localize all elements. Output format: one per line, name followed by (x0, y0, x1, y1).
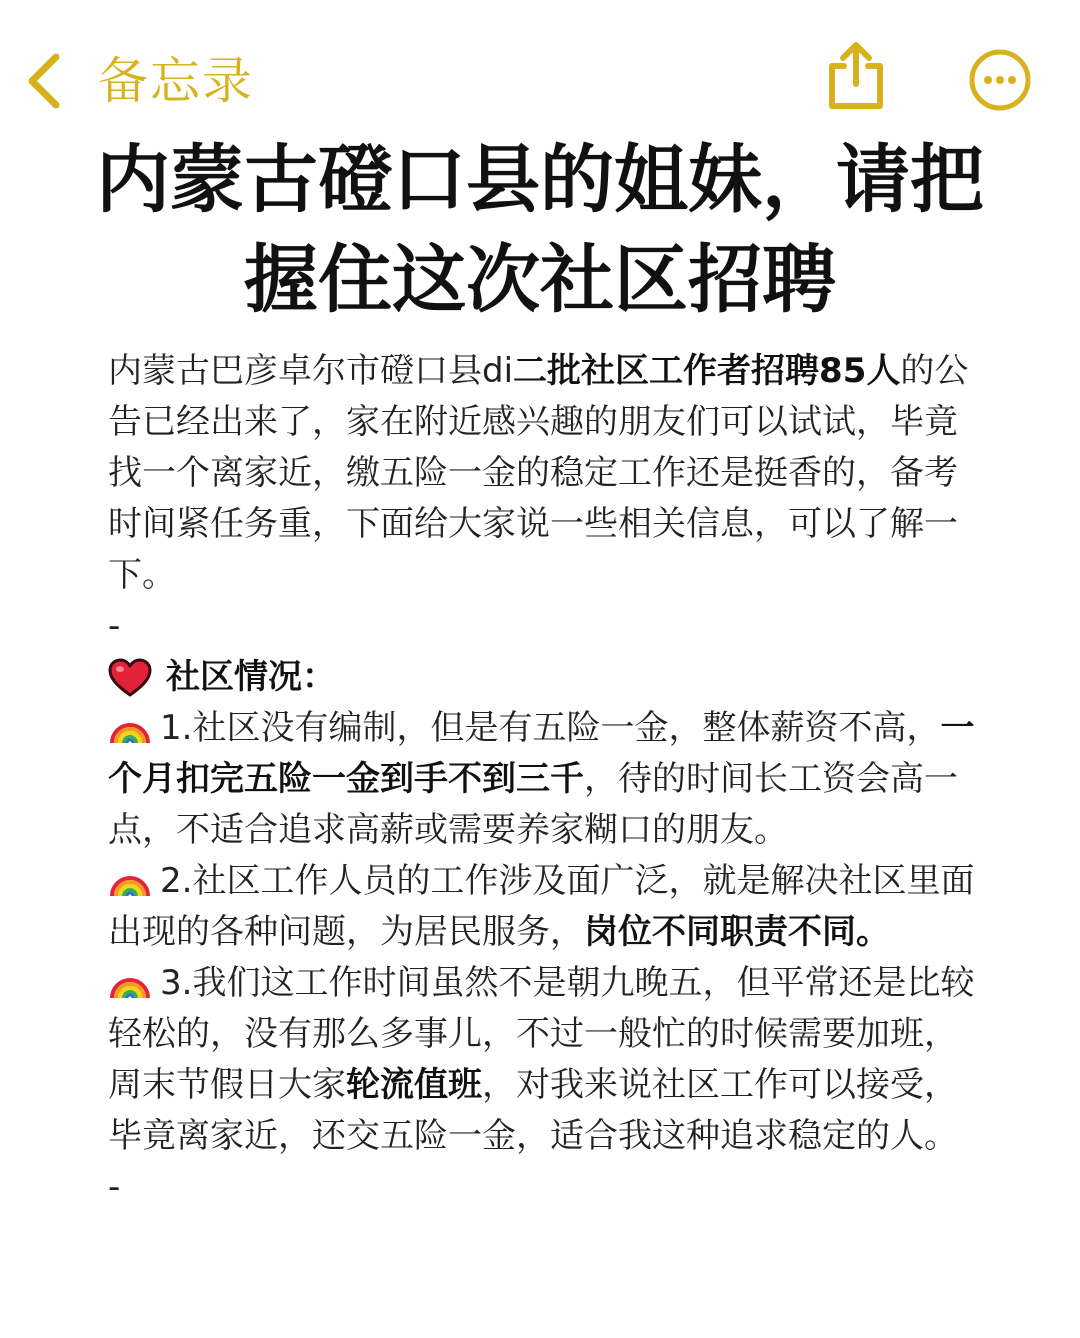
rainbow-icon (108, 960, 152, 1000)
item-1-text-a: 1.社区没有编制，但是有五险一金，整体薪资不高， (160, 708, 941, 748)
item-1-text-bold: 一个月扣完五险一金到手不到三千 (108, 708, 975, 799)
back-label: 备忘录 (98, 52, 254, 110)
rainbow-icon (108, 858, 152, 898)
item-1 (108, 703, 976, 856)
item-2-text-a: 2.社区工作人员的工作涉及面广泛，就是解决社区里面出现的各种问题，为居民服务， (108, 861, 975, 952)
item-2-text-bold: 岗位不同职责不同。 (584, 912, 890, 952)
share-icon (826, 40, 886, 112)
heart-icon (108, 658, 152, 698)
top-bar (0, 0, 1080, 140)
intro-text-a: 内蒙古巴彦卓尔市磴口县di (108, 351, 514, 391)
chevron-left-icon (24, 51, 64, 111)
rainbow-icon (108, 705, 152, 745)
note-title (60, 130, 1020, 330)
back-button[interactable] (24, 46, 254, 116)
item-1-text-c: ，待的时间长工资会高一点，不适合追求高薪或需要养家糊口的朋友。 (108, 759, 958, 850)
share-button[interactable] (826, 40, 886, 112)
item-2 (108, 856, 976, 958)
note-body[interactable] (108, 346, 976, 1213)
intro-paragraph (108, 346, 976, 601)
item-3 (108, 958, 976, 1162)
divider-bottom: - (108, 1167, 121, 1207)
more-icon (968, 48, 1032, 112)
item-3-text-bold: 轮流值班 (346, 1065, 482, 1105)
intro-text-c: 的公告已经出来了，家在附近感兴趣的朋友们可以试试，毕竟找一个离家近，缴五险一金的稳定工作还是挺香的，备考时间紧任务重，下面给大家说一些相关信息，可以了解一下。 (108, 351, 969, 595)
item-3-text-a: 3.我们这工作时间虽然不是朝九晚五，但平常还是比较轻松的，没有那么多事儿，不过一般忙的时候需要加班，周末节假日大家 (108, 963, 975, 1105)
note-title-line-2: 握住这次社区招聘 (244, 237, 836, 323)
divider: - (108, 606, 121, 646)
section-title: 社区情况： (166, 657, 336, 697)
intro-text-bold: 二批社区工作者招聘85人 (513, 351, 901, 391)
more-button[interactable] (968, 48, 1032, 112)
note-title-line-1: 内蒙古磴口县的姐妹，请把 (96, 137, 984, 223)
section-heading (108, 652, 976, 703)
item-3-text-c: ，对我来说社区工作可以接受，毕竟离家近，还交五险一金，适合我这种追求稳定的人。 (108, 1065, 958, 1156)
